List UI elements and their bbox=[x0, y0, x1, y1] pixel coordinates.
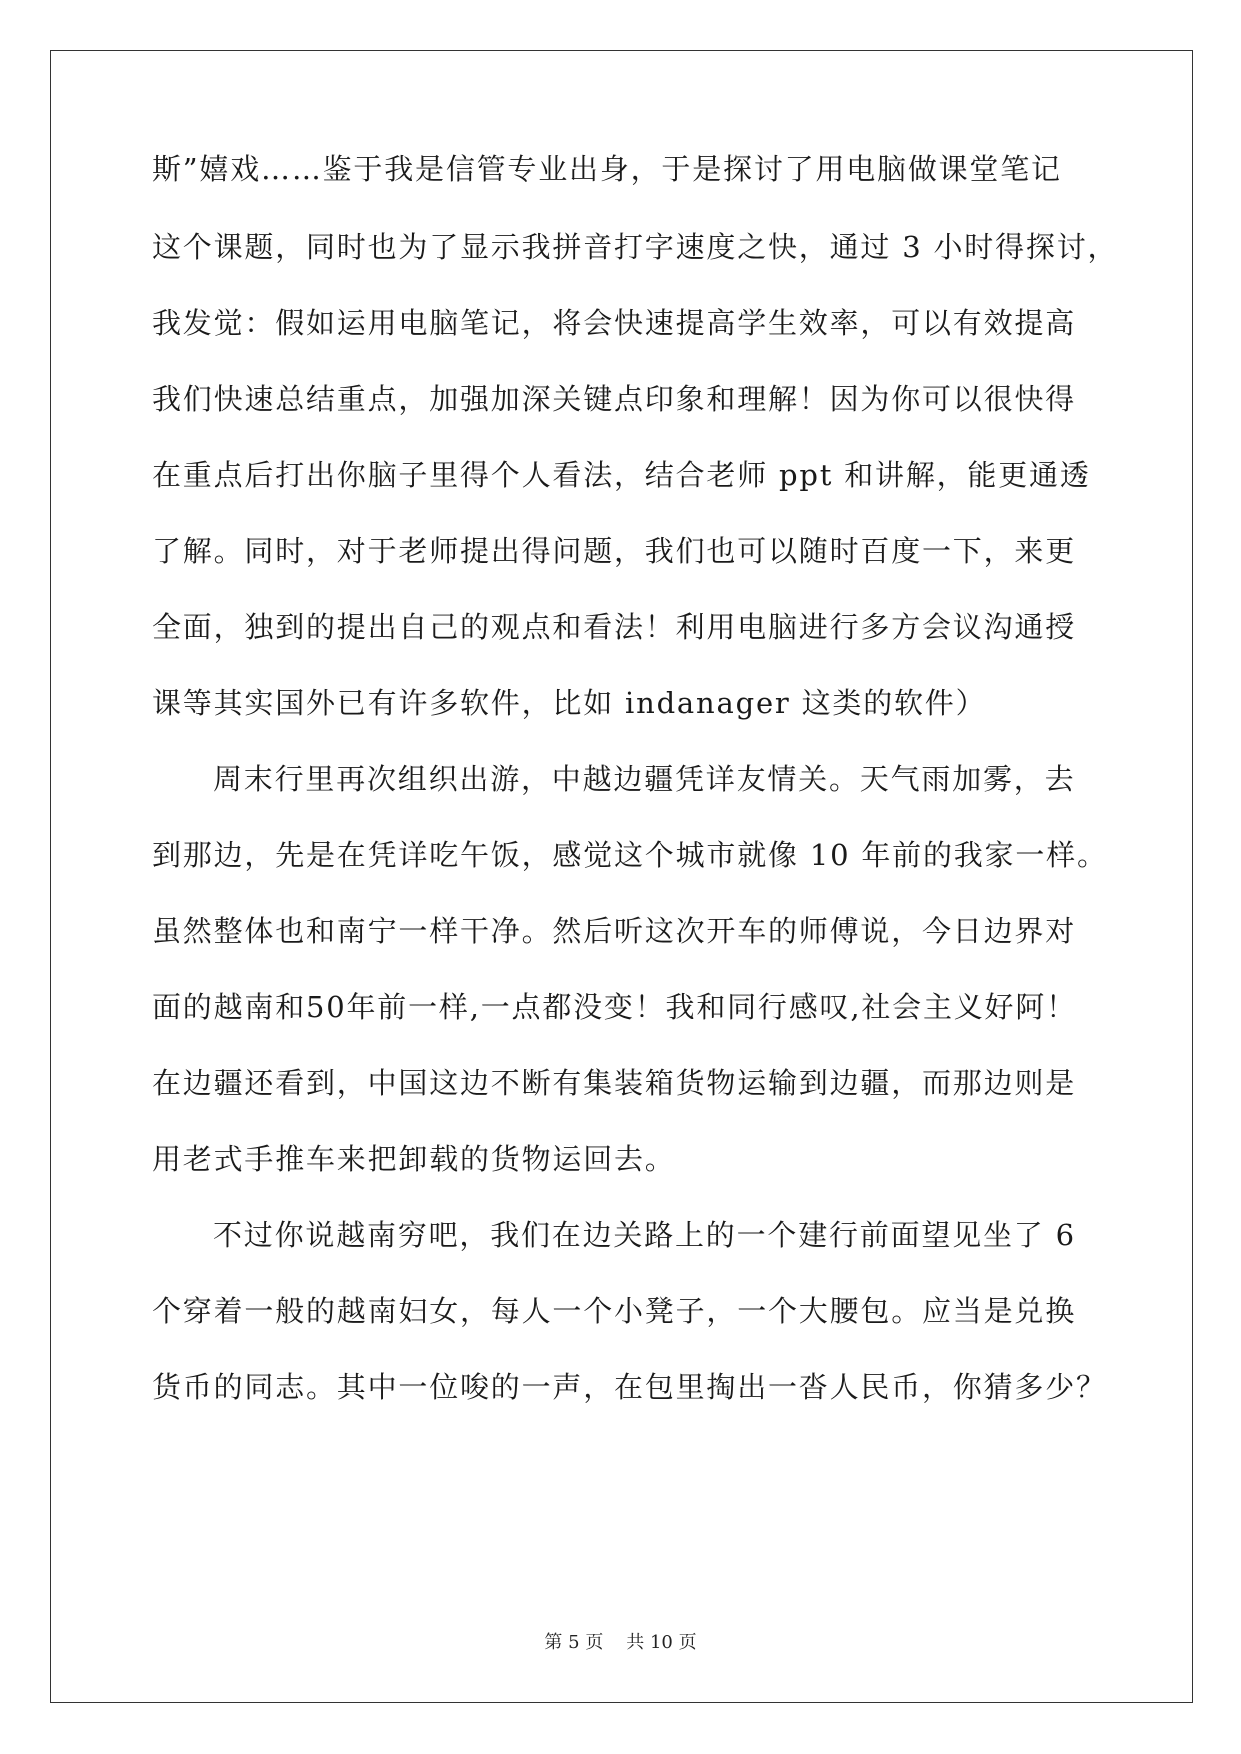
text-line-14: 用老式手推车来把卸载的货物运回去。 bbox=[152, 1142, 676, 1176]
page-footer bbox=[0, 1631, 1241, 1655]
text-line-6: 了解。同时，对于老师提出得问题，我们也可以随时百度一下，来更 bbox=[152, 534, 1077, 568]
text-line-16: 个穿着一般的越南妇女，每人一个小凳子，一个大腰包。应当是兑换 bbox=[152, 1294, 1077, 1328]
text-line-11: 虽然整体也和南宁一样干净。然后听这次开车的师傅说，今日边界对 bbox=[152, 914, 1077, 948]
text-line-13: 在边疆还看到，中国这边不断有集装箱货物运输到边疆，而那边则是 bbox=[152, 1066, 1077, 1100]
text-line-4: 我们快速总结重点，加强加深关键点印象和理解！因为你可以很快得 bbox=[152, 382, 1077, 416]
page-total: 共 10 页 bbox=[626, 1632, 697, 1653]
paragraph-3-first-line: 不过你说越南穷吧，我们在边关路上的一个建行前面望见坐了 6 bbox=[213, 1218, 1076, 1252]
text-line-12: 面的越南和50年前一样,一点都没变！我和同行感叹,社会主义好阿！ bbox=[152, 990, 1077, 1024]
text-line-5: 在重点后打出你脑子里得个人看法，结合老师 ppt 和讲解，能更通透 bbox=[152, 458, 1091, 492]
text-line-1: 斯”嬉戏……鉴于我是信管专业出身，于是探讨了用电脑做课堂笔记 bbox=[152, 152, 1062, 186]
page-number: 第 5 页 bbox=[544, 1632, 604, 1653]
text-line-8: 课等其实国外已有许多软件，比如 indanager 这类的软件） bbox=[152, 686, 987, 720]
text-line-17: 货币的同志。其中一位唆的一声，在包里掏出一沓人民币，你猜多少？ bbox=[152, 1370, 1107, 1404]
page-border bbox=[50, 50, 1193, 1703]
text-line-2: 这个课题，同时也为了显示我拼音打字速度之快，通过 3 小时得探讨， bbox=[152, 230, 1119, 264]
text-line-7: 全面，独到的提出自己的观点和看法！利用电脑进行多方会议沟通授 bbox=[152, 610, 1077, 644]
paragraph-2-first-line: 周末行里再次组织出游，中越边疆凭详友情关。天气雨加雾，去 bbox=[213, 762, 1076, 796]
text-line-3: 我发觉：假如运用电脑笔记，将会快速提高学生效率，可以有效提高 bbox=[152, 306, 1077, 340]
text-line-10: 到那边，先是在凭详吃午饭，感觉这个城市就像 10 年前的我家一样。 bbox=[152, 838, 1108, 872]
